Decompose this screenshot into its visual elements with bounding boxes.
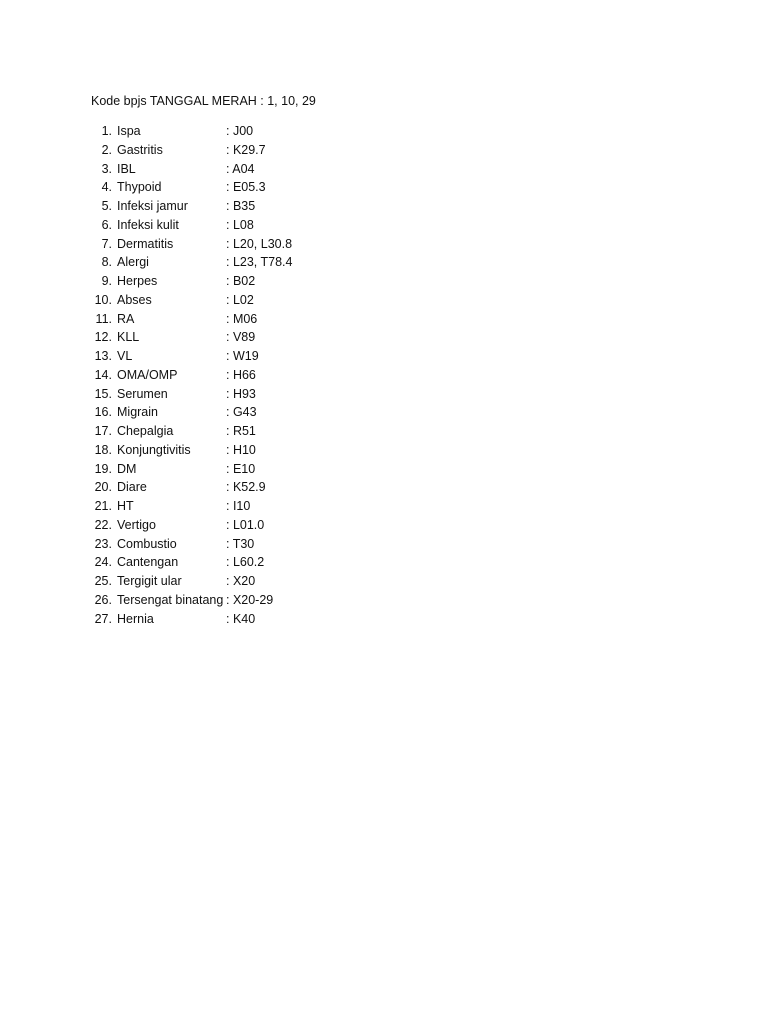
icd-code: : W19 [226,349,259,363]
icd-code: : H66 [226,367,256,382]
item-number: 18. [94,442,112,457]
item-number: 14. [94,367,112,382]
diagnosis-name: Infeksi jamur [117,199,188,213]
icd-code: : L02 [226,292,254,307]
icd-code: : B35 [226,199,256,213]
item-number: 23. [94,536,112,551]
item-number: 25. [94,574,112,588]
diagnosis-name: Diare [117,480,147,495]
icd-code: : E10 [226,461,256,476]
diagnosis-name: Vertigo [117,517,156,532]
icd-code: : L60.2 [226,555,265,570]
diagnosis-name: RA [117,311,135,326]
diagnosis-name: Serumen [117,386,168,401]
icd-code: : I10 [226,499,251,513]
icd-code: : K40 [226,611,256,626]
diagnosis-name: IBL [117,161,136,176]
item-number: 12. [94,330,112,345]
icd-code: : L20, L30.8 [226,236,293,251]
diagnosis-name: Tersengat binatang [117,592,224,607]
diagnosis-name: Migrain [117,405,158,420]
item-number: 26. [94,592,112,607]
item-number: 17. [94,424,112,438]
item-number: 15. [94,386,112,401]
icd-code: : L01.0 [226,517,265,532]
icd-code: : R51 [226,424,256,438]
item-number: 7. [101,236,112,251]
icd-code: : B02 [226,274,256,288]
item-number: 5. [101,199,112,213]
icd-code: : M06 [226,311,258,326]
diagnosis-name: Alergi [117,255,149,270]
diagnosis-name: Dermatitis [117,236,174,251]
diagnosis-name: Cantengan [117,555,179,570]
item-number: 8. [101,255,112,270]
item-number: 9. [101,274,112,288]
diagnosis-name: Gastritis [117,142,163,157]
diagnosis-name: Abses [117,292,152,307]
icd-code: : K52.9 [226,480,266,495]
diagnosis-name: Chepalgia [117,424,174,438]
diagnosis-name: Ispa [117,124,141,138]
icd-code: : T30 [226,536,255,551]
icd-code: : J00 [226,124,254,138]
icd-code: : H93 [226,386,256,401]
icd-code: : X20 [226,574,256,588]
item-number: 20. [94,480,112,495]
item-number: 1. [101,124,112,138]
diagnosis-name: VL [117,349,133,363]
diagnosis-name: HT [117,499,134,513]
item-number: 4. [101,180,112,195]
icd-code: : E05.3 [226,180,266,195]
item-number: 22. [94,517,112,532]
icd-code: : A04 [226,161,255,176]
diagnosis-name: Herpes [117,274,158,288]
diagnosis-name: Hernia [117,611,154,626]
diagnosis-name: Combustio [117,536,177,551]
item-number: 3. [101,161,112,176]
diagnosis-name: KLL [117,330,140,345]
diagnosis-name: Tergigit ular [117,574,182,588]
item-number: 6. [101,217,112,232]
item-number: 11. [95,311,112,326]
diagnosis-name: DM [117,461,137,476]
item-number: 19. [94,461,112,476]
item-number: 16. [94,405,112,420]
icd-code: : V89 [226,330,256,345]
item-number: 2. [101,142,112,157]
diagnosis-name: Infeksi kulit [117,217,179,232]
icd-code: : H10 [226,442,256,457]
icd-code: : X20-29 [226,592,274,607]
icd-code: : L08 [226,217,254,232]
icd-code: : K29.7 [226,142,266,157]
item-number: 10. [94,292,112,307]
icd-code: : L23, T78.4 [226,255,293,270]
icd-code: : G43 [226,405,257,420]
item-number: 27. [94,611,112,626]
item-number: 21. [94,499,112,513]
item-number: 13. [94,349,112,363]
diagnosis-name: Konjungtivitis [117,442,191,457]
document-title: Kode bpjs TANGGAL MERAH : 1, 10, 29 [91,94,316,108]
item-number: 24. [94,555,112,570]
diagnosis-name: OMA/OMP [117,367,178,382]
diagnosis-name: Thypoid [117,180,162,195]
